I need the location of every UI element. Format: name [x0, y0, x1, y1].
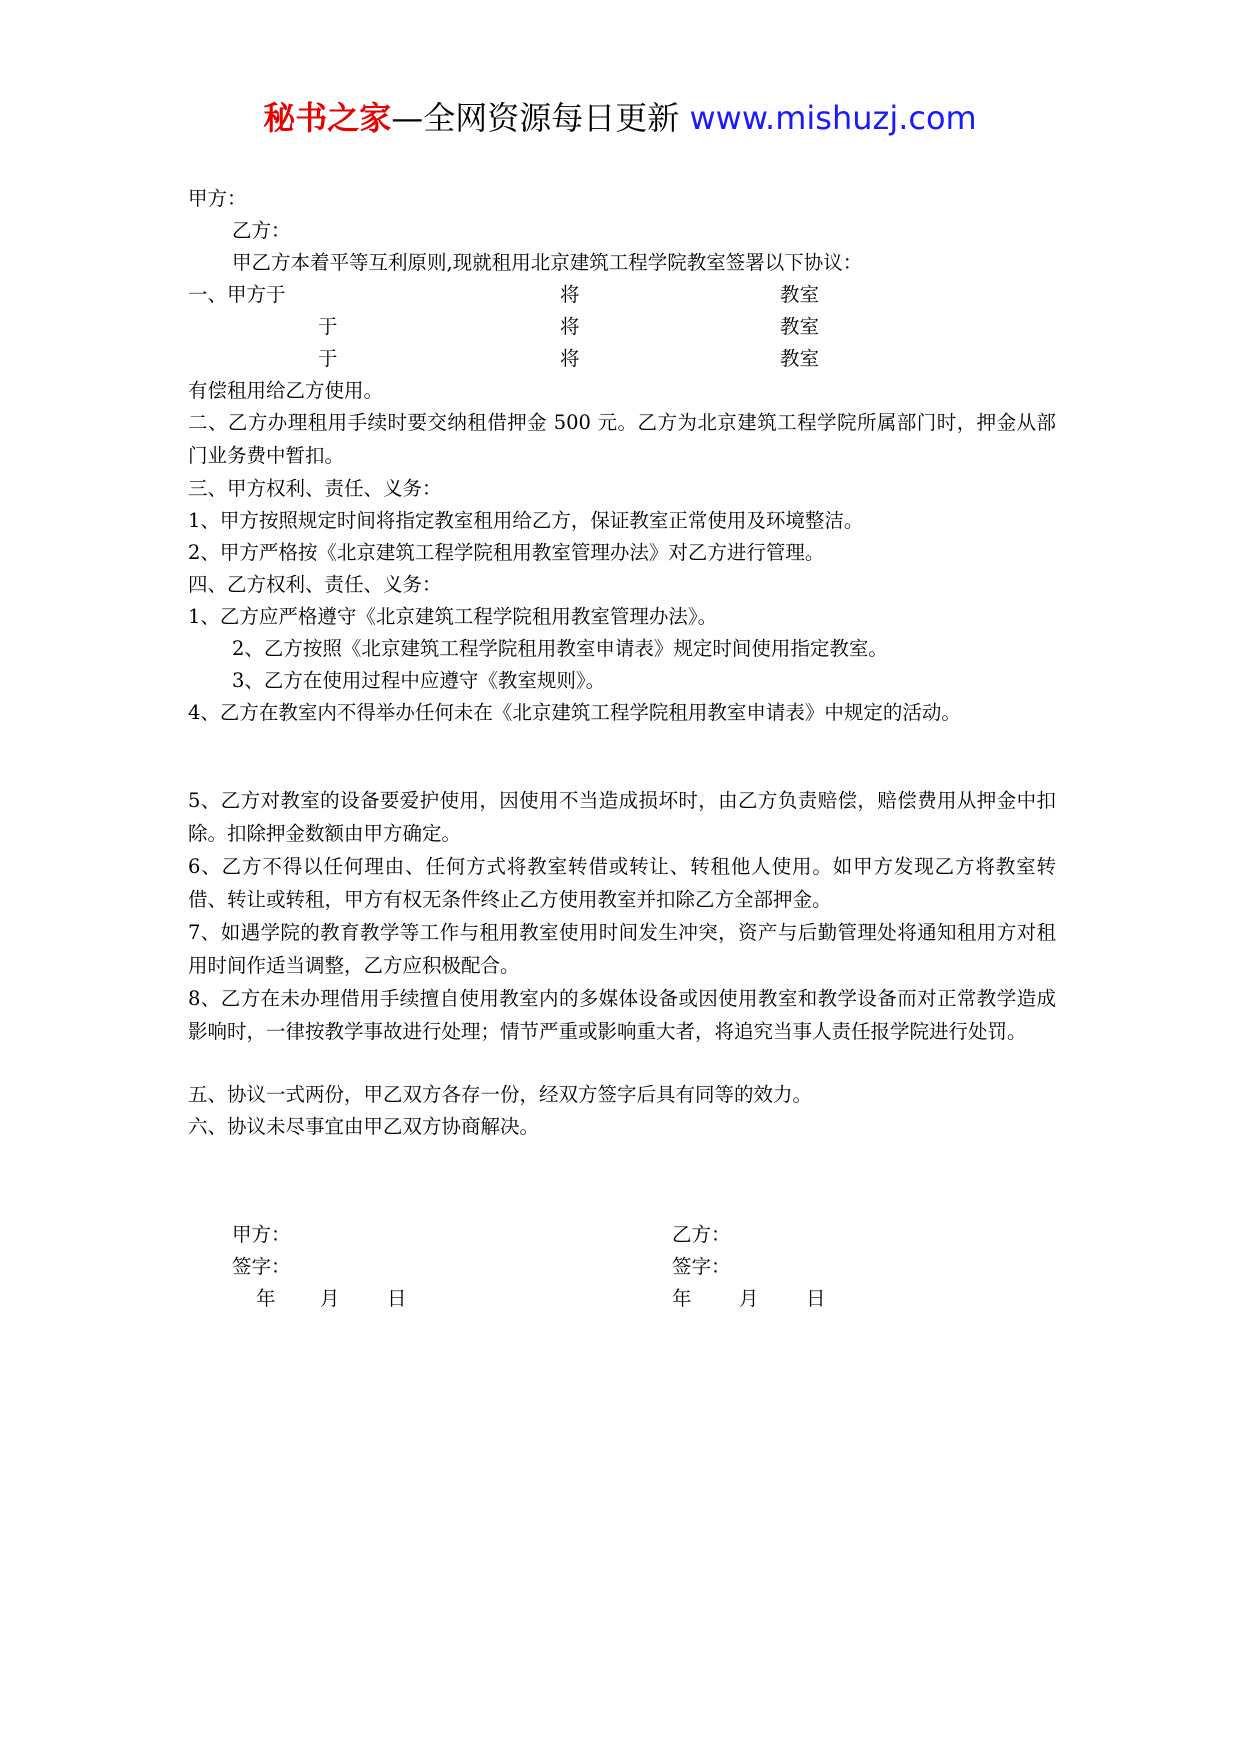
section-1-jiaoshi-2: 教室 [780, 315, 820, 338]
section-4-item-5: 5、乙方对教室的设备要爱护使用，因使用不当造成损坏时，由乙方负责赔偿，赔偿费用从押金中扣除。扣除押金数额由甲方确定。 [188, 789, 1056, 845]
sig-right-sign: 签字： [672, 1255, 731, 1278]
sig-left-day: 日 [387, 1287, 407, 1310]
section-3-title: 三、甲方权利、责任、义务： [188, 477, 442, 500]
sig-left-year: 年 [256, 1287, 276, 1310]
section-1-label: 一、甲方于 [188, 283, 286, 306]
sig-right-month: 月 [739, 1287, 759, 1310]
section-4-title: 四、乙方权利、责任、义务： [188, 573, 442, 596]
sig-right-party: 乙方： [672, 1223, 731, 1246]
section-1-yu-3: 于 [318, 347, 338, 370]
party-a-line: 甲方： [188, 187, 247, 210]
section-2: 二、乙方办理租用手续时要交纳租借押金 500 元。乙方为北京建筑工程学院所属部门时，押金从部门业务费中暂扣。 [188, 411, 1056, 467]
section-4-item-4: 4、乙方在教室内不得举办任何未在《北京建筑工程学院租用教室申请表》中规定的活动。 [188, 701, 961, 724]
site-url-link[interactable]: www.mishuzj.com [689, 99, 977, 137]
section-1-jiaoshi-3: 教室 [780, 347, 820, 370]
section-1-jiaoshi: 教室 [780, 283, 820, 306]
section-4-item-1: 1、乙方应严格遵守《北京建筑工程学院租用教室管理办法》。 [188, 605, 718, 628]
section-1-jiang-3: 将 [560, 347, 580, 370]
section-4-item-6: 6、乙方不得以任何理由、任何方式将教室转借或转让、转租他人使用。如甲方发现乙方将教室转借、转让或转租，甲方有权无条件终止乙方使用教室并扣除乙方全部押金。 [188, 855, 1056, 911]
section-1-end: 有偿租用给乙方使用。 [188, 379, 384, 402]
section-6: 六、协议未尽事宜由甲乙双方协商解决。 [188, 1115, 540, 1138]
section-1-jiang-2: 将 [560, 315, 580, 338]
section-3-item-1: 1、甲方按照规定时间将指定教室租用给乙方，保证教室正常使用及环境整洁。 [188, 509, 864, 532]
section-5: 五、协议一式两份，甲乙双方各存一份，经双方签字后具有同等的效力。 [188, 1083, 813, 1106]
header-tagline: —全网资源每日更新 [391, 99, 690, 137]
party-b-line: 乙方： [232, 219, 291, 242]
site-header [0, 98, 1240, 138]
sig-left-sign: 签字： [232, 1255, 291, 1278]
sig-right-day: 日 [806, 1287, 826, 1310]
brand-name: 秘书之家 [263, 99, 392, 137]
sig-left-month: 月 [320, 1287, 340, 1310]
section-3-item-2: 2、甲方严格按《北京建筑工程学院租用教室管理办法》对乙方进行管理。 [188, 541, 825, 564]
section-4-item-3: 3、乙方在使用过程中应遵守《教室规则》。 [232, 669, 606, 692]
section-4-item-2: 2、乙方按照《北京建筑工程学院租用教室申请表》规定时间使用指定教室。 [232, 637, 888, 660]
section-4-item-7: 7、如遇学院的教育教学等工作与租用教室使用时间发生冲突，资产与后勤管理处将通知租用方对租用时间作适当调整，乙方应积极配合。 [188, 921, 1056, 977]
section-1-yu-2: 于 [318, 315, 338, 338]
section-4-item-8: 8、乙方在未办理借用手续擅自使用教室内的多媒体设备或因使用教室和教学设备而对正常教学造成影响时，一律按教学事故进行处理；情节严重或影响重大者，将追究当事人责任报学院进行处罚。 [188, 987, 1056, 1043]
sig-left-party: 甲方： [232, 1223, 291, 1246]
sig-right-year: 年 [672, 1287, 692, 1310]
intro-line: 甲乙方本着平等互利原则,现就租用北京建筑工程学院教室签署以下协议： [232, 251, 863, 274]
section-1-jiang: 将 [560, 283, 580, 306]
